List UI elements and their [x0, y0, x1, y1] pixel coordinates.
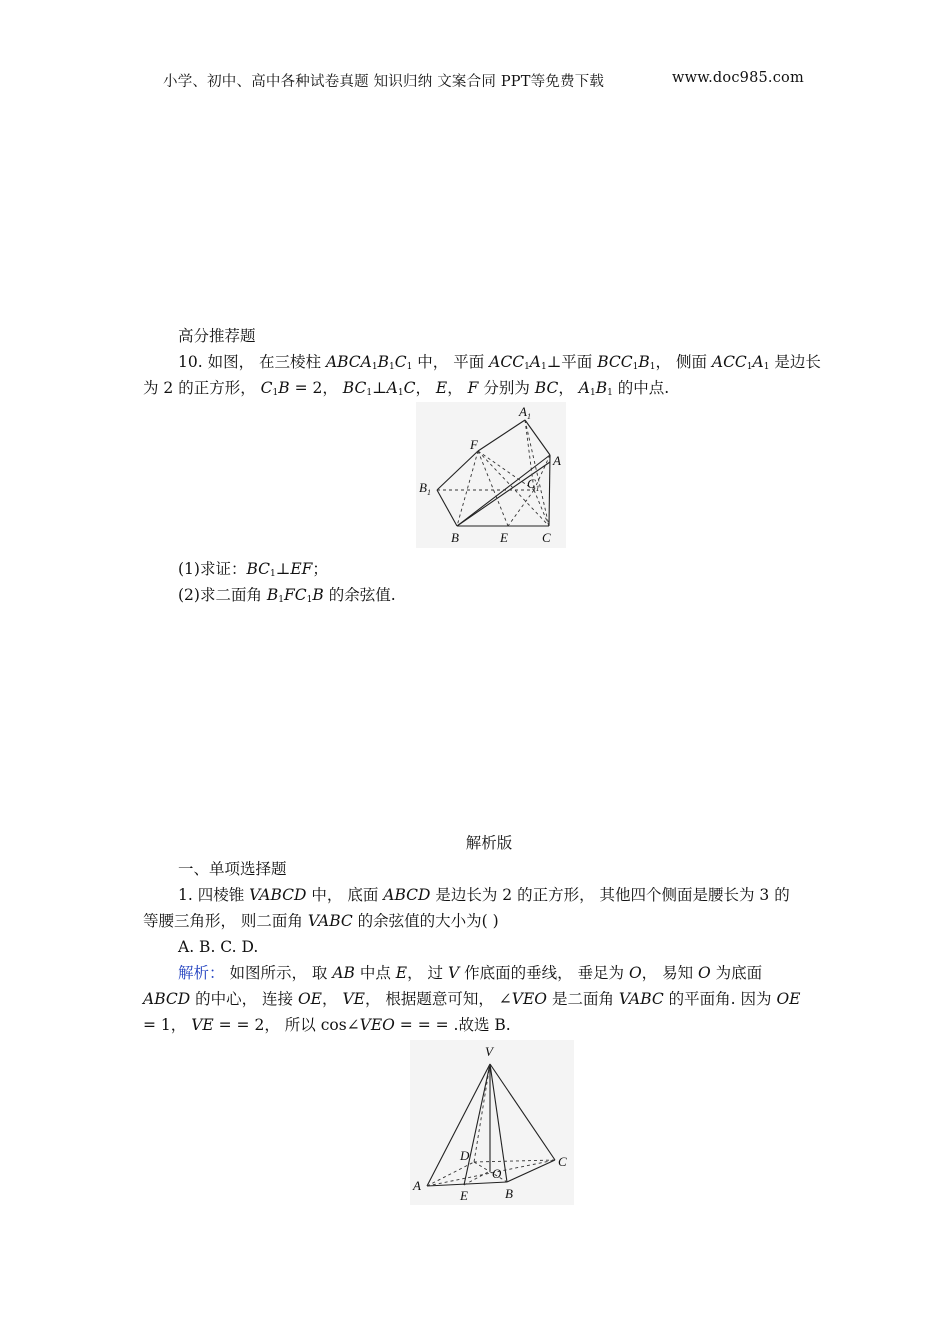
q1-options: A. B. C. D. [178, 938, 259, 956]
q10-line2: 为 2 的正方形， $C_1B = 2$， $BC_1\perp A_1C$， E， F 分别为 BC， $A_1B_1$ 的中点. [143, 379, 670, 398]
prism-figure [416, 402, 566, 548]
header-banner: 小学、初中、高中各种试卷真题 知识归纳 文案合同 PPT等免费下载 [163, 74, 605, 90]
q1-solution-line3: = 1， VE = = 2， 所以 cos∠VEO = = = .故选 B. [143, 1016, 511, 1034]
solution-label: 解析： [178, 964, 225, 982]
label-C: C [558, 1154, 567, 1169]
pyramid-figure [410, 1040, 574, 1205]
label-C: C [542, 530, 551, 545]
label-B1: $B_1$ [419, 480, 431, 497]
label-D: D [460, 1148, 470, 1163]
q1-solution-line2: ABCD 的中心， 连接 OE， VE， 根据题意可知， ∠VEO 是二面角 VABC 的平面角. 因为 OE [143, 990, 801, 1008]
answer-title: 解析版 [465, 834, 513, 852]
q1-solution-line1: 解析： 如图所示， 取 AB 中点 E， 过 V 作底面的垂线， 垂足为 O， 易知 O 为底面 [178, 964, 763, 982]
q1-line2: 等腰三角形， 则二面角 VABC 的余弦值的大小为( ) [143, 912, 499, 930]
label-O: O [492, 1166, 502, 1181]
label-V: V [485, 1044, 493, 1059]
q10-part1: (1)求证：$BC_1\perp EF$； [178, 560, 328, 579]
label-A1: $A_1$ [519, 404, 531, 421]
section-title-high: 高分推荐题 [178, 327, 256, 345]
header-url: www.doc985.com [672, 70, 804, 86]
q10-line1: 10. 如图， 在三棱柱 $ABCA_1B_1C_1$ 中， 平面 $ACC_1A_1\perp$平面 $BCC_1B_1$， 侧面 $ACC_1A_1$ 是边长 [178, 353, 821, 372]
section1-title: 一、单项选择题 [178, 860, 287, 878]
label-A: A [553, 453, 561, 468]
q10-part2: (2)求二面角 $B_1FC_1B$ 的余弦值. [178, 586, 396, 605]
label-C1: $C_1$ [527, 476, 540, 493]
q1-line1: 1. 四棱锥 VABCD 中， 底面 ABCD 是边长为 2 的正方形， 其他四个侧面是腰长为 3 的 [178, 886, 790, 904]
label-B: B [451, 530, 459, 545]
label-E: E [500, 530, 508, 545]
label-A: A [413, 1178, 421, 1193]
label-E: E [460, 1188, 468, 1203]
label-F: F [470, 437, 478, 452]
label-B: B [505, 1186, 513, 1201]
